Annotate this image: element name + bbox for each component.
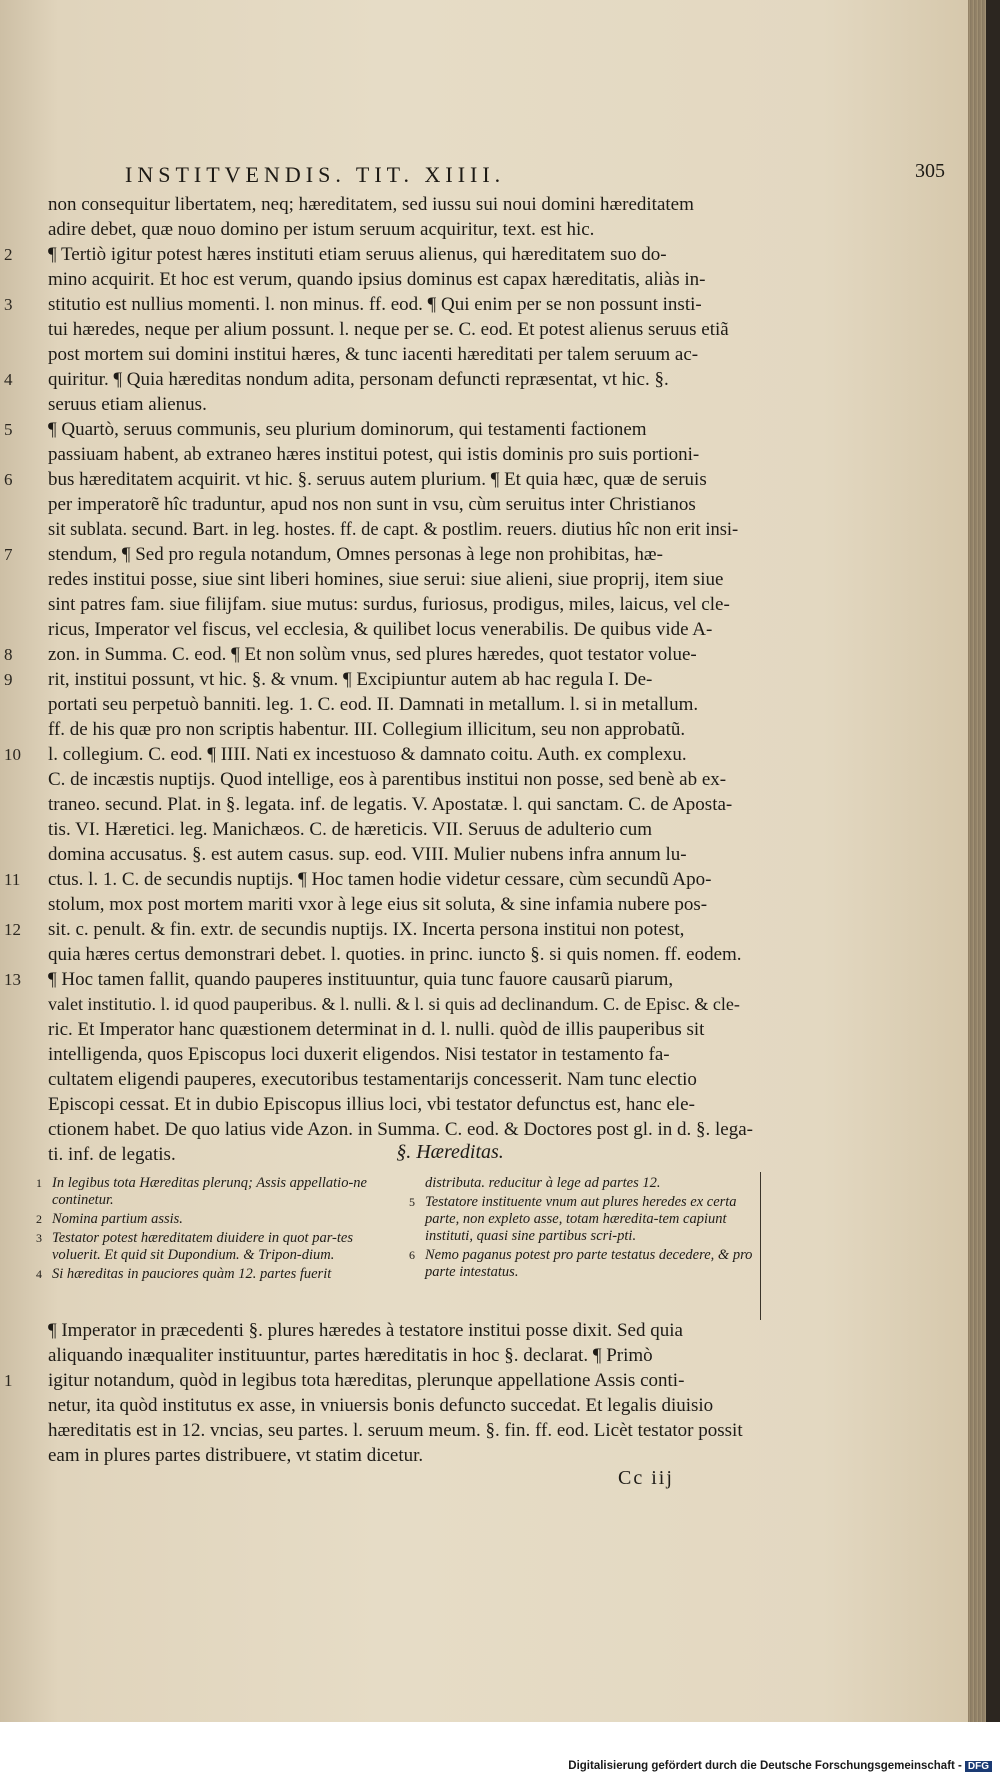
running-header — [125, 162, 945, 188]
line-text: bus hæreditatem acquirit. vt hic. §. seruus autem plurium. ¶ Et quia hæc, quæ de seruis — [48, 469, 707, 490]
margin-number: 7 — [4, 545, 13, 564]
line-text: post mortem sui domini institui hæres, & tunc iacenti hæreditati per talem seruum ac- — [48, 344, 699, 365]
line-text: ctus. l. 1. C. de secundis nuptijs. ¶ Hoc tamen hodie videtur cessare, cùm secundũ Apo- — [48, 869, 712, 890]
text-line — [48, 717, 753, 742]
lower-text-block — [4, 1318, 753, 1468]
line-text: l. collegium. C. eod. ¶ IIII. Nati ex incestuoso & damnato coitu. Auth. ex complexu. — [48, 744, 687, 765]
book-spine-shadow — [986, 0, 1000, 1722]
summary-left-column — [38, 1175, 383, 1285]
text-line — [4, 967, 753, 992]
summary-right-column — [411, 1175, 756, 1283]
margin-number: 3 — [4, 295, 13, 314]
summary-item — [38, 1175, 383, 1209]
summary-item — [38, 1266, 383, 1283]
line-text: eam in plures partes distribuere, vt statim dicetur. — [48, 1445, 424, 1466]
text-line — [48, 1418, 753, 1443]
line-text: ¶ Imperator in præcedenti §. plures hæredes à testatore institui posse dixit. Sed quia — [48, 1320, 683, 1341]
text-line — [48, 517, 753, 542]
line-text: tis. VI. Hæretici. leg. Manichæos. C. de hæreticis. VII. Seruus de adulterio cum — [48, 819, 653, 840]
main-text-block — [4, 192, 753, 1167]
line-text: Episcopi cessat. Et in dubio Episcopus illius loci, vbi testator defunctus est, hanc ele- — [48, 1094, 695, 1115]
line-text: stitutio est nullius momenti. l. non minus. ff. eod. ¶ Qui enim per se non possunt insti- — [48, 294, 702, 315]
line-text: ric. Et Imperator hanc quæstionem determinat in d. l. nulli. quòd de illis pauperibus sit — [48, 1019, 705, 1040]
text-line — [48, 942, 753, 967]
folio-number: 305 — [915, 160, 945, 182]
footer-bar — [0, 1722, 1000, 1780]
text-line — [48, 1042, 753, 1067]
text-line — [48, 392, 753, 417]
summary-number: 5 — [409, 1195, 415, 1209]
text-line — [48, 1443, 753, 1468]
line-text: C. de incæstis nuptijs. Quod intellige, eos à parentibus institui non posse, sed benè ab ex- — [48, 769, 727, 790]
line-text: seruus etiam alienus. — [48, 394, 207, 415]
line-text: redes institui posse, siue sint liberi homines, siue serui: siue alieni, siue proprij, item siue — [48, 569, 724, 590]
line-text: quia hæres certus demonstrari debet. l. quoties. in princ. iuncto §. si quis nomen. ff. eodem. — [48, 944, 742, 965]
margin-number: 4 — [4, 370, 13, 389]
summary-number: 3 — [36, 1231, 42, 1245]
line-text: valet institutio. l. id quod pauperibus. & l. nulli. & l. si quis ad declinandum. C. de Episc. & cle- — [48, 994, 740, 1014]
line-text: ctionem habet. De quo latius vide Azon. in Summa. C. eod. & Doctores post gl. in d. §. lega- — [48, 1119, 753, 1140]
margin-number: 11 — [4, 870, 21, 889]
line-text: non consequitur libertatem, neq; hæreditatem, sed iussu sui noui domini hæreditatem — [48, 194, 694, 215]
summary-bracket — [752, 1172, 761, 1320]
text-line — [4, 242, 753, 267]
text-line — [48, 617, 753, 642]
summary-text: Testatore instituente vnum aut plures heredes ex certa parte, non expleto asse, totam hæredita-tem capiunt instituti, quasi sine partibus scri-pti. — [425, 1194, 737, 1244]
line-text: stolum, mox post mortem mariti vxor à lege eius sit soluta, & sine infamia nubere pos- — [48, 894, 708, 915]
margin-number: 1 — [4, 1371, 13, 1390]
text-line — [48, 1017, 753, 1042]
credit-text: Digitalisierung gefördert durch die Deutsche Forschungsgemeinschaft - — [568, 1760, 962, 1772]
summary-item — [411, 1194, 756, 1245]
line-text: quiritur. ¶ Quia hæreditas nondum adita, personam defuncti repræsentat, vt hic. §. — [48, 369, 669, 390]
summary-item — [38, 1211, 383, 1228]
summary-item — [411, 1247, 756, 1281]
text-line — [48, 217, 753, 242]
margin-number: 13 — [4, 970, 21, 989]
text-line — [48, 192, 753, 217]
margin-number: 2 — [4, 245, 13, 264]
line-text: ti. inf. de legatis. — [48, 1144, 176, 1165]
line-text: intelligenda, quos Episcopus loci duxerit eligendos. Nisi testator in testamento fa- — [48, 1044, 670, 1065]
margin-number: 6 — [4, 470, 13, 489]
summary-number: 1 — [36, 1176, 42, 1190]
text-line — [4, 367, 753, 392]
text-line — [48, 1117, 753, 1142]
line-text: ¶ Tertiò igitur potest hæres instituti etiam seruus alienus, qui hæreditatem suo do- — [48, 244, 667, 265]
summary-number: 4 — [36, 1267, 42, 1281]
summary-text: distributa. reducitur à lege ad partes 12. — [425, 1175, 661, 1191]
text-line — [48, 1092, 753, 1117]
text-line — [48, 567, 753, 592]
summary-item — [411, 1175, 756, 1192]
text-line — [48, 592, 753, 617]
summary-text: Nemo paganus potest pro parte testatus decedere, & pro parte intestatus. — [425, 1247, 753, 1280]
text-line — [48, 792, 753, 817]
line-text: netur, ita quòd institutus ex asse, in vniuersis bonis defuncto succedat. Et legalis diuisio — [48, 1395, 714, 1416]
line-text: ¶ Hoc tamen fallit, quando pauperes instituuntur, quia tunc fauore causarũ piarum, — [48, 969, 674, 990]
text-line — [48, 267, 753, 292]
line-text: ricus, Imperator vel fiscus, vel ecclesia, & quilibet locus venerabilis. De quibus vide A- — [48, 619, 713, 640]
line-text: domina accusatus. §. est autem casus. sup. eod. VIII. Mulier nubens infra annum lu- — [48, 844, 687, 865]
page-edge — [968, 0, 986, 1722]
line-text: sit. c. penult. & fin. extr. de secundis nuptijs. IX. Incerta persona institui non potest, — [48, 919, 685, 940]
text-line — [4, 917, 753, 942]
summary-text: Si hæreditas in pauciores quàm 12. partes fuerit — [52, 1266, 332, 1282]
margin-number: 10 — [4, 745, 21, 764]
line-text: ff. de his quæ pro non scriptis habentur. III. Collegium illicitum, seu non approbatũ. — [48, 719, 686, 740]
text-line — [48, 1318, 753, 1343]
summary-number: 2 — [36, 1212, 42, 1226]
text-line — [48, 992, 753, 1017]
section-heading: §. Hæreditas. — [396, 1141, 504, 1163]
summary-number: 6 — [409, 1248, 415, 1262]
dfg-credit — [568, 1760, 992, 1772]
text-line — [48, 442, 753, 467]
line-text: ¶ Quartò, seruus communis, seu plurium dominorum, qui testamenti factionem — [48, 419, 647, 440]
line-text: stendum, ¶ Sed pro regula notandum, Omnes personas à lege non prohibitas, hæ- — [48, 544, 663, 565]
text-line — [48, 842, 753, 867]
line-text: mino acquirit. Et hoc est verum, quando ipsius dominus est capax hæreditatis, aliàs in- — [48, 269, 706, 290]
margin-number: 5 — [4, 420, 13, 439]
text-line — [48, 1067, 753, 1092]
line-text: cultatem eligendi pauperes, executoribus testamentarijs concesserit. Nam tunc electio — [48, 1069, 697, 1090]
text-line — [48, 342, 753, 367]
line-text: traneo. secund. Plat. in §. legata. inf. de legatis. V. Apostatæ. l. qui sanctam. C. de Aposta- — [48, 794, 733, 815]
text-line — [48, 317, 753, 342]
summary-text: Testator potest hæreditatem diuidere in quot par-tes voluerit. Et quid sit Dupondium. & Tripon-dium. — [52, 1230, 353, 1263]
text-line — [48, 1393, 753, 1418]
line-text: zon. in Summa. C. eod. ¶ Et non solùm vnus, sed plures hæredes, quot testator volue- — [48, 644, 697, 665]
summary-text: In legibus tota Hæreditas plerunq; Assis appellatio-ne continetur. — [52, 1175, 367, 1208]
margin-number: 9 — [4, 670, 13, 689]
text-line — [48, 692, 753, 717]
line-text: rit, institui possunt, vt hic. §. & vnum. ¶ Excipiuntur autem ab hac regula I. De- — [48, 669, 653, 690]
line-text: adire debet, quæ nouo domino per istum seruum acquiritur, text. est hic. — [48, 219, 595, 240]
text-line — [4, 467, 753, 492]
line-text: tui hæredes, neque per alium possunt. l. neque per se. C. eod. Et potest alienus seruus etiã — [48, 319, 729, 340]
line-text: portati seu perpetuò banniti. leg. 1. C. eod. II. Damnati in metallum. l. si in metallum. — [48, 694, 699, 715]
text-line — [4, 1368, 753, 1393]
text-line — [48, 892, 753, 917]
text-line — [48, 817, 753, 842]
line-text: aliquando inæqualiter instituuntur, partes hæreditatis in hoc §. declarat. ¶ Primò — [48, 1345, 653, 1366]
margin-number: 12 — [4, 920, 21, 939]
margin-number: 8 — [4, 645, 13, 664]
text-line — [4, 417, 753, 442]
text-line — [48, 492, 753, 517]
text-line — [4, 292, 753, 317]
text-line — [48, 1343, 753, 1368]
text-line — [4, 667, 753, 692]
line-text: igitur notandum, quòd in legibus tota hæreditas, plerunque appellatione Assis conti- — [48, 1370, 685, 1391]
line-text: sint patres fam. siue filijfam. siue mutus: surdus, furiosus, prodigus, miles, laicus, vel cle- — [48, 594, 730, 615]
line-text: per imperatorẽ hîc traduntur, apud nos non sunt in vsu, cùm seruitus inter Christianos — [48, 494, 696, 515]
running-title: INSTITVENDIS. TIT. XIIII. — [125, 162, 506, 187]
text-line — [4, 867, 753, 892]
dfg-logo-icon: DFG — [965, 1761, 992, 1772]
signature-mark: Cc iij — [618, 1467, 674, 1489]
line-text: sit sublata. secund. Bart. in leg. hostes. ff. de capt. & postlim. reuers. diutius hîc non erit insi- — [48, 520, 739, 540]
line-text: passiuam habent, ab extraneo hæres institui potest, qui istis dominis pro suis portioni- — [48, 444, 700, 465]
text-line — [4, 742, 753, 767]
summary-item — [38, 1230, 383, 1264]
text-line — [4, 642, 753, 667]
text-line — [4, 542, 753, 567]
text-line — [48, 767, 753, 792]
line-text: hæreditatis est in 12. vncias, seu partes. l. seruum meum. §. fin. ff. eod. Licèt testator possit — [48, 1420, 743, 1441]
summary-text: Nomina partium assis. — [52, 1211, 183, 1227]
